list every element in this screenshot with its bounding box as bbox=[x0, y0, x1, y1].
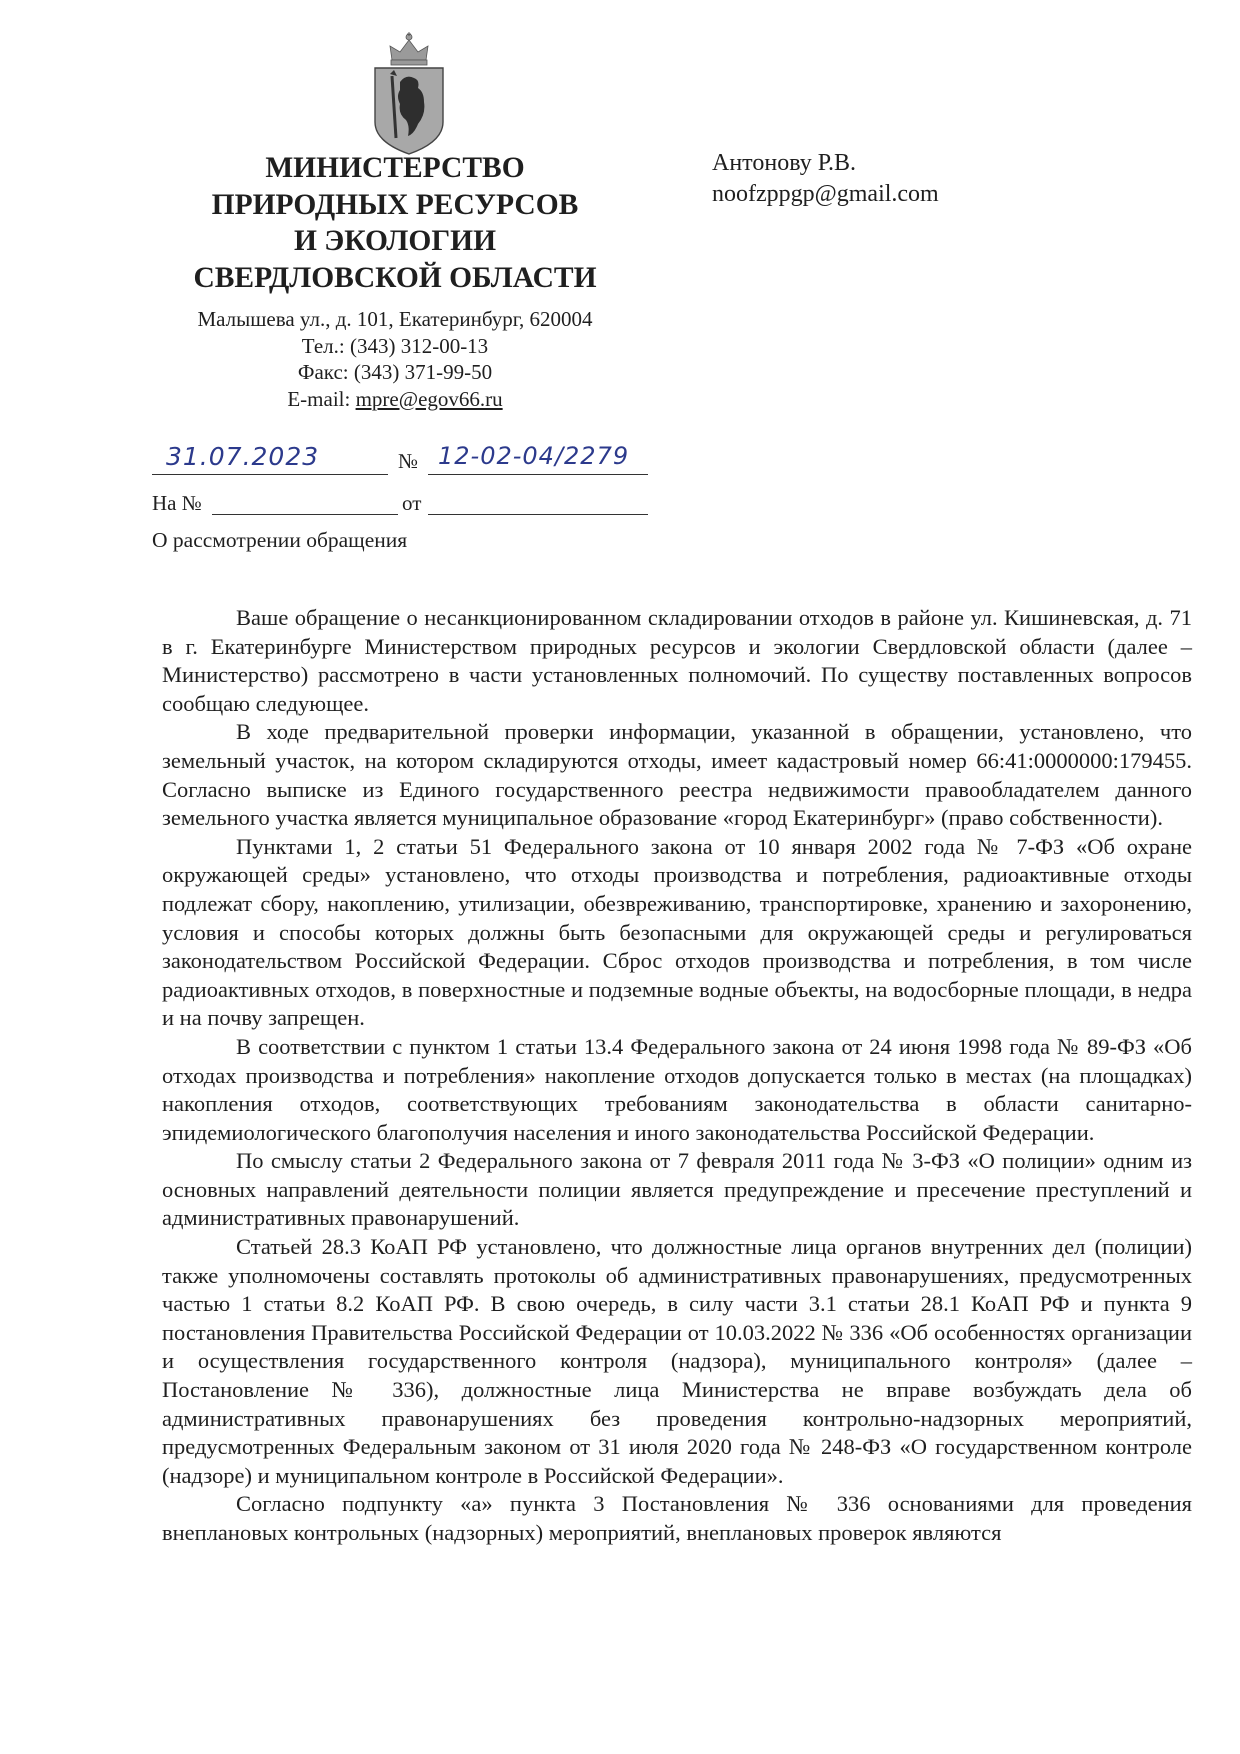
organization-name-line: ПРИРОДНЫХ РЕСУРСОВ bbox=[211, 188, 579, 221]
organization-email-row bbox=[130, 386, 660, 413]
organization-email-label: E-mail: bbox=[287, 386, 356, 411]
recipient-email: noofzppgp@gmail.com bbox=[712, 181, 939, 207]
letter-subject: О рассмотрении обращения bbox=[152, 528, 408, 552]
body-paragraph: Ваше обращение о несанкционированном складировании отходов в районе ул. Кишиневская, д. 71 в г. Екатеринбурге Министерством природных ресурсов и экологии Свердловской области (далее – Министерство) рассмотрено в части установленных полномочий. По существу поставленных вопросов сообщаю следующее. bbox=[162, 605, 1192, 716]
registration-number-label: № bbox=[398, 449, 419, 473]
organization-name-line: СВЕРДЛОВСКОЙ ОБЛАСТИ bbox=[193, 261, 597, 294]
sverdlovsk-oblast-coat-of-arms-icon bbox=[370, 30, 448, 158]
recipient-name: Антонову Р.В. bbox=[712, 150, 857, 176]
body-paragraph: Пунктами 1, 2 статьи 51 Федерального закона от 10 января 2002 года № 7-ФЗ «Об охране окружающей среды» установлено, что отходы производства и потребления, радиоактивные отходы подлежат сбору, накоплению, утилизации, обезвреживанию, транспортировке, хранению и захоронению, условия и способы которых должны быть безопасными для окружающей среды и регулироваться законодательством Российской Федерации. Сброс отходов производства и потребления, в том числе радиоактивных отходов, в поверхностные и подземные водные объекты, на водосборные площади, в недра и на почву запрещен. bbox=[162, 833, 1192, 1031]
body-paragraph: В ходе предварительной проверки информации, указанной в обращении, установлено, что земельный участок, на котором складируются отходы, имеет кадастровый номер 66:41:0000000:179455. Согласно выписке из Единого государственного реестра недвижимости правообладателем данного земельного участка является муниципальное образование «город Екатеринбург» (право собственности). bbox=[162, 719, 1192, 831]
organization-name-line: И ЭКОЛОГИИ bbox=[293, 225, 497, 257]
letter-body bbox=[162, 604, 1192, 1548]
organization-contacts bbox=[130, 306, 660, 412]
organization-name-line: МИНИСТЕРСТВО bbox=[265, 152, 525, 184]
registration-date-underline bbox=[152, 474, 388, 475]
organization-fax: Факс: (343) 371-99-50 bbox=[297, 360, 493, 384]
registration-number: 12-02-04/2279 bbox=[438, 442, 630, 470]
organization-address: Малышева ул., д. 101, Екатеринбург, 620004 bbox=[197, 307, 593, 331]
reply-from-date-underline bbox=[428, 514, 648, 515]
recipient-block bbox=[712, 148, 939, 210]
body-paragraph: В соответствии с пунктом 1 статьи 13.4 Федерального закона от 24 июня 1998 года № 89-ФЗ «Об отходах производства и потребления» накопление отходов допускается только в местах (на площадках) накопления отходов, соответствующих требованиям законодательства в области санитарно-эпидемиологического благополучия населения и иного законодательства Российской Федерации. bbox=[162, 1033, 1192, 1145]
body-paragraph: Согласно подпункту «а» пункта 3 Постановления № 336 основаниями для проведения внеплановых контрольных (надзорных) мероприятий, внеплановых проверок являются bbox=[162, 1491, 1192, 1545]
registration-number-underline bbox=[428, 474, 648, 475]
reply-to-label: На № bbox=[152, 491, 202, 515]
body-paragraph: Статьей 28.3 КоАП РФ установлено, что должностные лица органов внутренних дел (полиции) также уполномочены составлять протоколы об административных правонарушениях, предусмотренных частью 1 статьи 8.2 КоАП РФ. В свою очередь, в силу части 3.1 статьи 28.1 КоАП РФ и пункта 9 постановления Правительства Российской Федерации от 10.03.2022 № 336 «Об особенностях организации и осуществления государственного контроля (надзора), муниципального контроля» (далее – Постановление № 336), должностные лица Министерства не вправе возбуждать дела об административных правонарушениях без проведения контрольно-надзорных мероприятий, предусмотренных Федеральным законом от 31 июля 2020 года № 248-ФЗ «О государственном контроле (надзоре) и муниципальном контроле в Российской Федерации». bbox=[162, 1234, 1192, 1488]
organization-name bbox=[150, 150, 640, 296]
reply-to-number-underline bbox=[212, 514, 398, 515]
organization-email-link[interactable]: mpre@egov66.ru bbox=[355, 386, 503, 411]
reply-from-label: от bbox=[402, 491, 422, 515]
registration-date: 31.07.2023 bbox=[166, 442, 320, 471]
organization-phone: Тел.: (343) 312-00-13 bbox=[301, 333, 489, 358]
body-paragraph: По смыслу статьи 2 Федерального закона от 7 февраля 2011 года № 3-ФЗ «О полиции» одним из основных направлений деятельности полиции является предупреждение и пресечение преступлений и административных правонарушений. bbox=[162, 1148, 1192, 1231]
